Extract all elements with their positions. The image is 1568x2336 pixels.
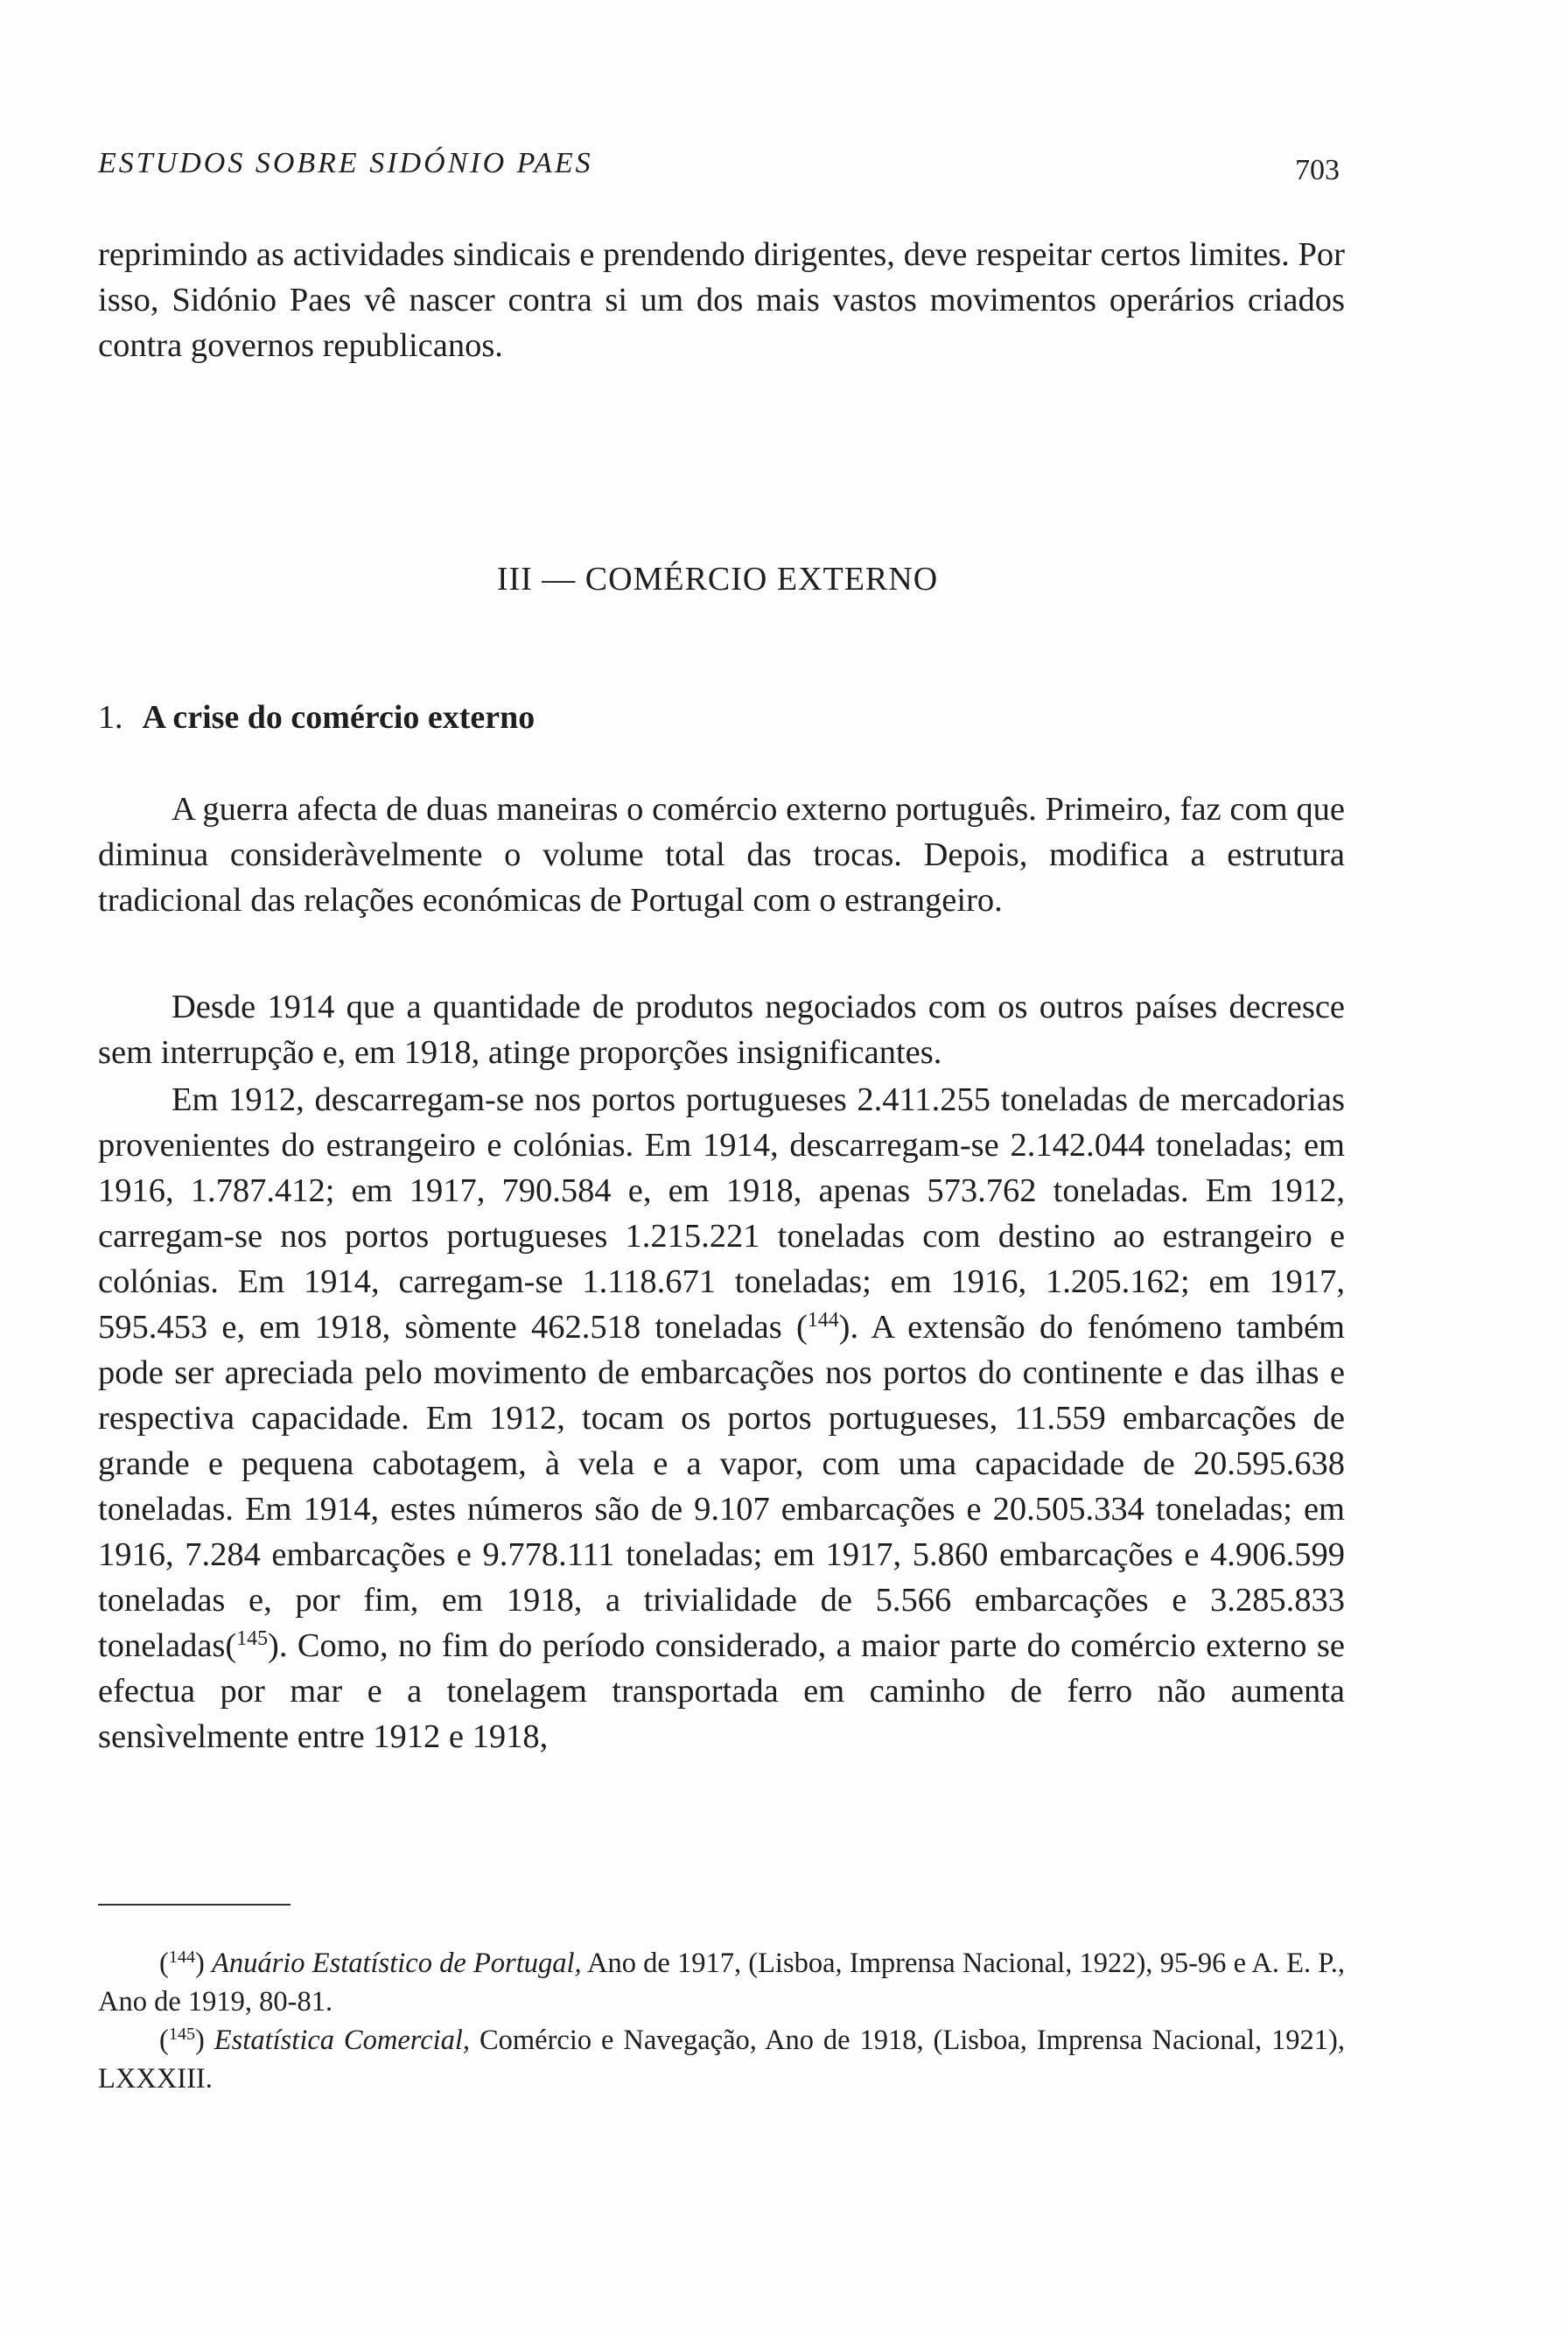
footnote-reference: 144 [807, 1308, 839, 1332]
footnote-marker: 144 [168, 1947, 196, 1967]
footnote-text: Ano de 1917, (Lisboa, Imprensa Nacional, 1922), 95-96 e A. E. P., Ano de 1919, 80-81. [98, 1948, 1345, 2018]
footnote: ($^{145}$) Estatística Comercial, Comércio e Navegação, Ano de 1918, (Lisboa, Imprensa Nacional, 1921), LXXXIII. [98, 2024, 1345, 2095]
body-paragraph: Em 1912, descarregam-se nos portos portugueses 2.411.255 toneladas de mercadorias provenientes do estrangeiro e colónias. Em 1914, descarregam-se 2.142.044 toneladas; em 1916, 1.787.412; em 1917, 790.584 e, em 1918, apenas 573.762 toneladas. Em 1912, carregam-se nos portos portugueses 1.215.221 toneladas com destino ao estrangeiro e colónias. Em 1914, carregam-se 1.118.671 toneladas; em 1916, 1.205.162; em 1917, 595.453 e, em 1918, sòmente 462.518 toneladas ($^{144}$). A extensão do fenómeno também pode ser apreciada pelo movimento de embarcações nos portos do continente e das ilhas e respectiva capacidade. Em 1912, tocam os portos portugueses, 11.559 embarcações de grande e pequena cabotagem, à vela e a vapor, com uma capacidade de 20.595.638 toneladas. Em 1914, estes números são de 9.107 embarcações e 20.505.334 toneladas; em 1916, 7.284 embarcações e 9.778.111 toneladas; em 1917, 5.860 embarcações e 4.906.599 toneladas e, por fim, em 1918, a trivialidade de 5.566 embarcações e 3.285.833 toneladas($^{145}$). Como, no fim do período considerado, a maior parte do comércio externo se efectua por mar e a tonelagem transportada em caminho de ferro não aumenta sensìvelmente entre 1912 e 1918, [98, 1081, 1345, 1755]
subsection-number: 1. [98, 699, 123, 736]
body-paragraph: Desde 1914 que a quantidade de produtos negociados com os outros países decresce sem interrupção e, em 1918, atinge proporções insignificantes. [98, 989, 1345, 1071]
footnote-text: Comércio e Navegação, Ano de 1918, (Lisboa, Imprensa Nacional, 1921), LXXXIII. [98, 2025, 1345, 2095]
subsection-title: A crise do comércio externo [142, 699, 536, 736]
footnote-marker: 145 [168, 2024, 196, 2044]
paragraph-text: . A extensão do fenómeno também pode ser apreciada pelo movimento de embarcações nos portos do continente e das ilhas e respectiva capacidade. Em 1912, tocam os portos portugueses, 11.559 embarcações de grande e pequena cabotagem, à vela e a vapor, com uma capacidade de 20.595.638 toneladas. Em 1914, estes números são de 9.107 embarcações e 20.505.334 toneladas; em 1916, 7.284 embarcações e 9.778.111 toneladas; em 1917, 5.860 embarcações e 4.906.599 toneladas e, por fim, em 1918, a trivialidade de 5.566 embarcações e 3.285.833 toneladas [98, 1309, 1345, 1664]
paragraph-text: Em 1912, descarregam-se nos portos portugueses 2.411.255 toneladas de mercadorias provenientes do estrangeiro e colónias. Em 1914, descarregam-se 2.142.044 toneladas; em 1916, 1.787.412; em 1917, 790.584 e, em 1918, apenas 573.762 toneladas. Em 1912, carregam-se nos portos portugueses 1.215.221 toneladas com destino ao estrangeiro e colónias. Em 1914, carregam-se 1.118.671 toneladas; em 1916, 1.205.162; em 1917, 595.453 e, em 1918, sòmente 462.518 toneladas [98, 1081, 1345, 1346]
footnote-separator [98, 1904, 290, 1906]
paragraph-text: . Como, no fim do período considerado, a maior parte do comércio externo se efectua por mar e a tonelagem transportada em caminho de ferro não aumenta sensìvelmente entre 1912 e 1918, [98, 1627, 1345, 1755]
footnote-source-title: Anuário Estatístico de Portugal, [212, 1948, 582, 1979]
page-number: 703 [1295, 154, 1340, 186]
running-title: ESTUDOS SOBRE SIDÓNIO PAES [98, 147, 593, 179]
footnote-source-title: Estatística Comercial, [214, 2025, 471, 2056]
footnote-reference: 145 [236, 1626, 269, 1650]
subsection-heading [98, 698, 535, 737]
continued-paragraph: reprimindo as actividades sindicais e prendendo dirigentes, deve respeitar certos limites. Por isso, Sidónio Paes vê nascer contra si um dos mais vastos movimentos operários criados contra governos republicanos. [98, 236, 1345, 364]
body-paragraph: A guerra afecta de duas maneiras o comércio externo português. Primeiro, faz com que diminua consideràvelmente o volume total das trocas. Depois, modifica a estrutura tradicional das relações económicas de Portugal com o estrangeiro. [98, 791, 1345, 919]
section-heading: III — COMÉRCIO EXTERNO [496, 561, 939, 598]
footnote: ($^{144}$) Anuário Estatístico de Portugal, Ano de 1917, (Lisboa, Imprensa Nacional, 1922), 95-96 e A. E. P., Ano de 1919, 80-81. [98, 1947, 1345, 2018]
footnotes [98, 1944, 1345, 2098]
